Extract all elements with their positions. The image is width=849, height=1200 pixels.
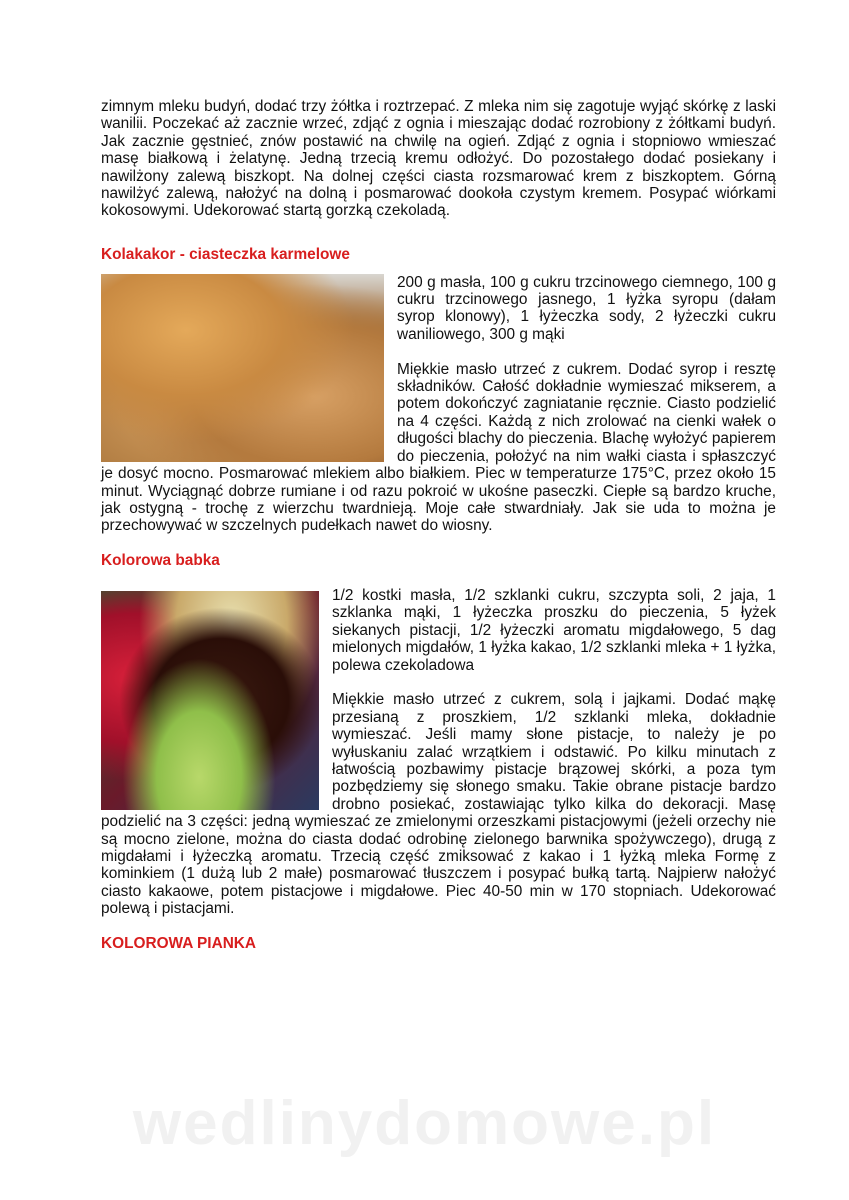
- ingredients-kolorowa-babka: 1/2 kostki masła, 1/2 szklanki cukru, szczypta soli, 2 jaja, 1 szklanka mąki, 1 łyżeczka proszku do pieczenia, 5 łyżek siekanych pistacji, 1/2 łyżeczki aromatu migdałowego, 5 dag mielonych migdałów, 1 łyżka kakao, 1/2 szklanki mleka + 1 łyżka, polewa czekoladowa: [332, 586, 776, 674]
- method-kolorowa-babka: Miękkie masło utrzeć z cukrem, solą i jajkami. Dodać mąkę przesianą z proszkiem, 1/2 szklanki mleka, dokładnie wymieszać. Jeśli mamy słone pistacje, to należy je po wyłuskaniu zalać wrzątkiem i odstawić. Po kilku minutach z łatwością pozbawimy pistacje brązowej skórki, a poza tym pozbędziemy się słonego smaku. Takie obrane pistacje bardzo drobno posiekać, zostawiając tylko kilka do dekoracji. Masę podzielić na 3 części: jedną wymieszać ze zmielonymi orzeszkami pistacjowymi (jeżeli orzechy nie są mocno zielone, można do ciasta dodać odrobinę zielonego barwnika spożywczego), drugą z migdałami i łyżeczką aromatu. Trzecią część zmiksować z kakao i 1 łyżką mleka Formę z kominkiem (1 dużą lub 2 małe) posmarować tłuszczem i posypać bułką tartą. Najpierw nałożyć ciasto kakaowe, potem pistacjowe i migdałowe. Piec 40-50 min w 170 stopniach. Udekorować polewą i pistacjami.: [101, 691, 776, 918]
- method-kolakakor: Miękkie masło utrzeć z cukrem. Dodać syrop i resztę składników. Całość dokładnie wymieszać mikserem, a potem dokończyć zagniatanie ręcznie. Ciasto podzielić na 4 części. Każdą z nich zrolować na cienki wałek o długości blachy do pieczenia. Blachę wyłożyć papierem do pieczenia, położyć na nim wałki ciasta i spłaszczyć je dosyć mocno. Posmarować mlekiem albo białkiem. Piec w temperaturze 175°C, przez około 15 minut. Wyciągnąć dobrze rumiane i od razu pokroić w ukośne paseczki. Ciepłe są bardzo kruche, jak ostygną - trochę z wierzchu twardnieją. Moje całe stwardniały. Jak sie uda to można je przechowywać w szczelnych pudełkach nawet do wiosny.: [101, 360, 776, 535]
- watermark: wedlinydomowe.pl: [132, 1089, 717, 1158]
- babka-cake-photo: [101, 591, 319, 810]
- cookies-photo: [101, 274, 384, 462]
- document-page: [101, 98, 776, 952]
- recipe-title-kolorowa-babka: Kolorowa babka: [101, 552, 220, 570]
- intro-paragraph: zimnym mleku budyń, dodać trzy żółtka i roztrzepać. Z mleka nim się zagotuje wyjąć skórkę z laski wanilii. Poczekać aż zacznie wrzeć, zdjąć z ognia i mieszając dodać rozrobiony z żółtkami budyń. Jak zacznie gęstnieć, znów postawić na chwilę na ogień. Zdjąć z ognia i stopniowo wmieszać masę białkową i żelatynę. Jedną trzecią kremu odłożyć. Do pozostałego dodać posiekany i nawilżony zalewą biszkopt. Na dolnej części ciasta rozsmarować krem z biszkoptem. Górną nawilżyć zalewą, nałożyć na dolną i posmarować dookoła czystym kremem. Posypać wiórkami kokosowymi. Udekorować startą gorzką czekoladą.: [101, 98, 776, 220]
- ingredients-kolakakor: 200 g masła, 100 g cukru trzcinowego ciemnego, 100 g cukru trzcinowego jasnego, 1 łyżka syropu (dałam syrop klonowy), 1 łyżeczka sody, 2 łyżeczki cukru waniliowego, 300 g mąki: [397, 273, 776, 343]
- recipe-title-kolorowa-pianka: KOLOROWA PIANKA: [101, 935, 257, 952]
- recipe-title-kolakakor: Kolakakor - ciasteczka karmelowe: [101, 246, 350, 264]
